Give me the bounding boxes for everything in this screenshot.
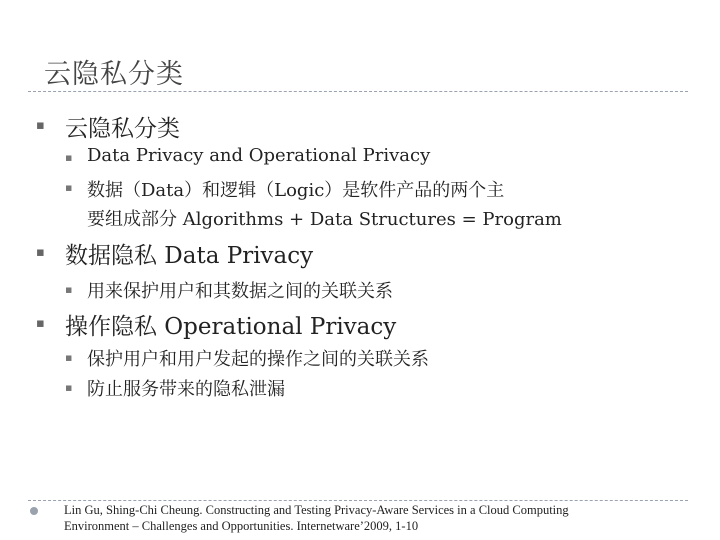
- section-heading: 云隐私分类: [65, 116, 180, 142]
- list-item: 数据（Data）和逻辑（Logic）是软件产品的两个主: [87, 180, 505, 201]
- title-divider: [28, 91, 688, 92]
- footer-divider: [28, 500, 688, 501]
- bullet-icon: ▪: [65, 181, 73, 194]
- bullet-icon: ▪: [65, 381, 73, 394]
- footer-bullet-icon: [30, 507, 38, 515]
- reference-footnote: [64, 502, 674, 534]
- bullet-icon: ▪: [36, 316, 45, 331]
- bullet-icon: ▪: [65, 151, 73, 164]
- slide-title: 云隐私分类: [44, 59, 184, 90]
- bullet-icon: ▪: [36, 118, 45, 133]
- bullet-icon: ▪: [65, 351, 73, 364]
- bullet-icon: ▪: [65, 283, 73, 296]
- section-heading: 数据隐私 Data Privacy: [65, 243, 314, 269]
- list-item: 保护用户和用户发起的操作之间的关联关系: [87, 349, 429, 370]
- bullet-icon: ▪: [36, 245, 45, 260]
- footnote-line: Lin Gu, Shing-Chi Cheung. Constructing and Testing Privacy-Aware Services in a Cloud Computing: [64, 503, 569, 517]
- list-item-continuation: 要组成部分 Algorithms + Data Structures = Program: [87, 209, 562, 230]
- list-item: 防止服务带来的隐私泄漏: [87, 379, 285, 400]
- section-heading: 操作隐私 Operational Privacy: [65, 314, 397, 340]
- list-item: Data Privacy and Operational Privacy: [87, 145, 431, 166]
- list-item: 用来保护用户和其数据之间的关联关系: [87, 281, 393, 302]
- footnote-line: Environment – Challenges and Opportunities. Internetware’2009, 1-10: [64, 519, 419, 533]
